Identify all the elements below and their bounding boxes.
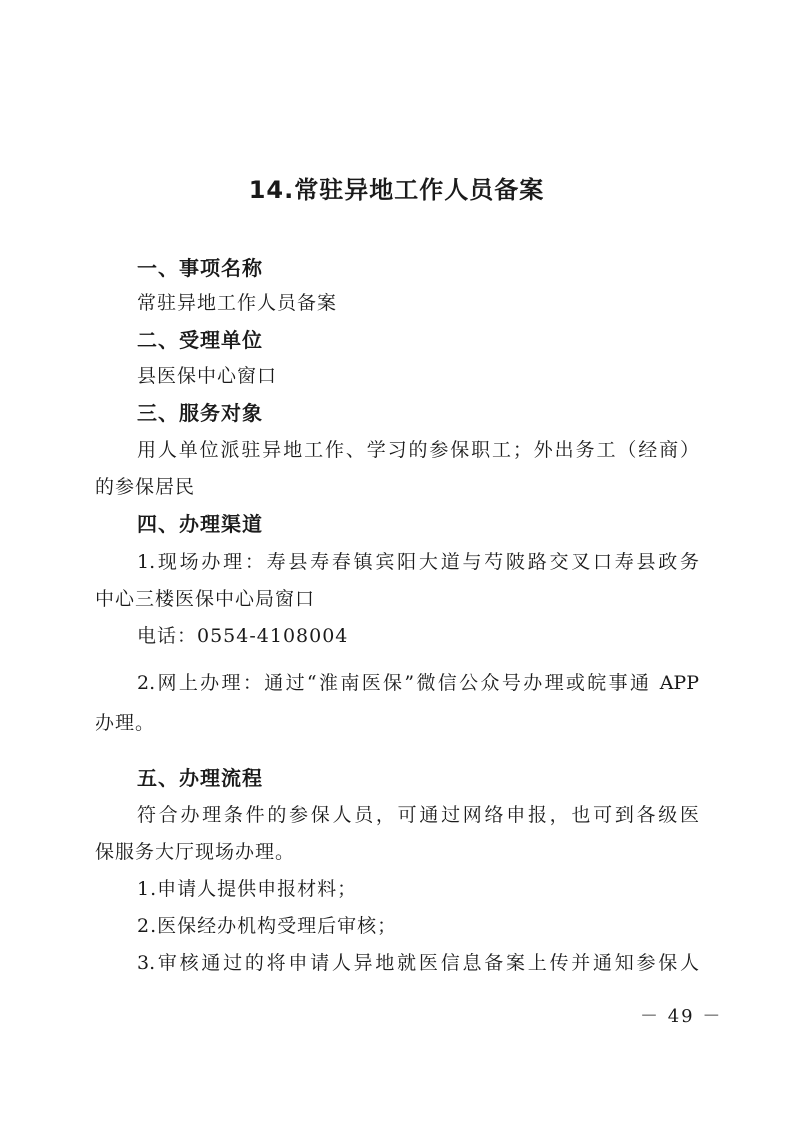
phone-number: 电话：0554-4108004: [137, 625, 349, 647]
page-title: 14.常驻异地工作人员备案: [248, 176, 545, 204]
accepting-unit-content: 县医保中心窗口: [137, 365, 278, 387]
section-heading-process: 五、办理流程: [137, 766, 263, 790]
section-heading-service-target: 三、服务对象: [137, 401, 263, 425]
process-intro-line-2: 保服务大厅现场办理。: [95, 841, 296, 863]
onsite-address-line-1: 1.现场办理：寿县寿春镇宾阳大道与芍陂路交叉口寿县政务: [137, 551, 699, 573]
process-step-1: 1.申请人提供申报材料；: [137, 878, 358, 900]
process-step-3: 3.审核通过的将申请人异地就医信息备案上传并通知参保人: [137, 952, 699, 974]
onsite-address-line-2: 中心三楼医保中心局窗口: [95, 588, 316, 610]
process-intro-line-1: 符合办理条件的参保人员，可通过网络申报，也可到各级医: [137, 804, 699, 826]
page-number: － 49 －: [640, 1006, 723, 1027]
online-channel-line-2: 办理。: [95, 712, 156, 734]
section-heading-channels: 四、办理渠道: [137, 512, 263, 536]
online-channel-line-1: 2.网上办理：通过“淮南医保”微信公众号办理或皖事通 APP: [137, 672, 699, 694]
service-target-line-2: 的参保居民: [95, 476, 196, 498]
service-target-line-1: 用人单位派驻异地工作、学习的参保职工；外出务工（经商）: [137, 439, 699, 461]
section-heading-accepting-unit: 二、受理单位: [137, 328, 263, 352]
process-step-2: 2.医保经办机构受理后审核；: [137, 915, 398, 937]
section-heading-item-name: 一、事项名称: [137, 256, 263, 280]
item-name-content: 常驻异地工作人员备案: [137, 292, 338, 314]
